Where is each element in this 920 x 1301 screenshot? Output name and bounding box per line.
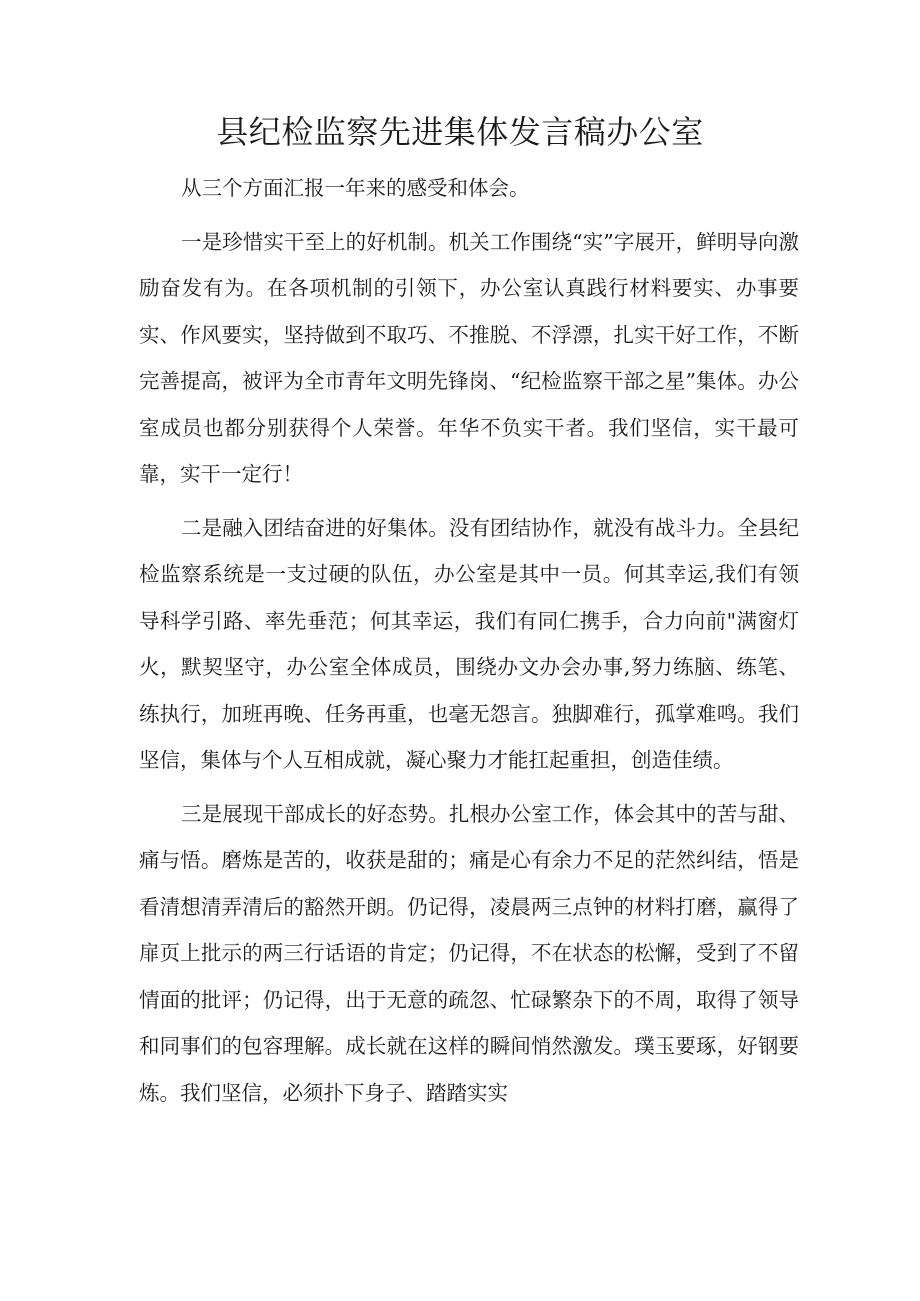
document-body <box>139 165 799 1116</box>
paragraph-mechanism: 一是珍惜实干至上的好机制。机关工作围绕“实”字展开，鲜明导向激励奋发有为。在各项机制的引领下，办公室认真践行材料要实、办事要实、作风要实，坚持做到不取巧、不推脱、不浮漂，扎实干好工作，不断完善提高，被评为全市青年文明先锋岗、“纪检监察干部之星”集体。办公室成员也都分别获得个人荣誉。年华不负实干者。我们坚信，实干最可靠，实干一定行！ <box>139 229 799 486</box>
paragraph-intro: 从三个方面汇报一年来的感受和体会。 <box>181 176 530 200</box>
document-title: 县纪检监察先进集体发言稿办公室 <box>216 113 704 151</box>
paragraph-collective: 二是融入团结奋进的好集体。没有团结协作，就没有战斗力。全县纪检监察系统是一支过硬的队伍，办公室是其中一员。何其幸运,我们有领导科学引路、率先垂范；何其幸运，我们有同仁携手，合力向前"满窗灯火，默契坚守，办公室全体成员，围绕办文办会办事,努力练脑、练笔、练执行，加班再晚、任务再重，也毫无怨言。独脚难行，孤掌难鸣。我们坚信，集体与个人互相成就，凝心聚力才能扛起重担，创造佳绩。 <box>139 515 799 772</box>
paragraph-growth: 三是展现干部成长的好态势。扎根办公室工作，体会其中的苦与甜、痛与悟。磨炼是苦的，收获是甜的；痛是心有余力不足的茫然纠结，悟是看清想清弄清后的豁然开朗。仍记得，凌晨两三点钟的材料打磨，赢得了扉页上批示的两三行话语的肯定；仍记得，不在状态的松懈，受到了不留情面的批评；仍记得，出于无意的疏忽、忙碌繁杂下的不周，取得了领导和同事们的包容理解。成长就在这样的瞬间悄然激发。璞玉要琢，好钢要炼。我们坚信，必须扑下身子、踏踏实实 <box>139 801 799 1105</box>
